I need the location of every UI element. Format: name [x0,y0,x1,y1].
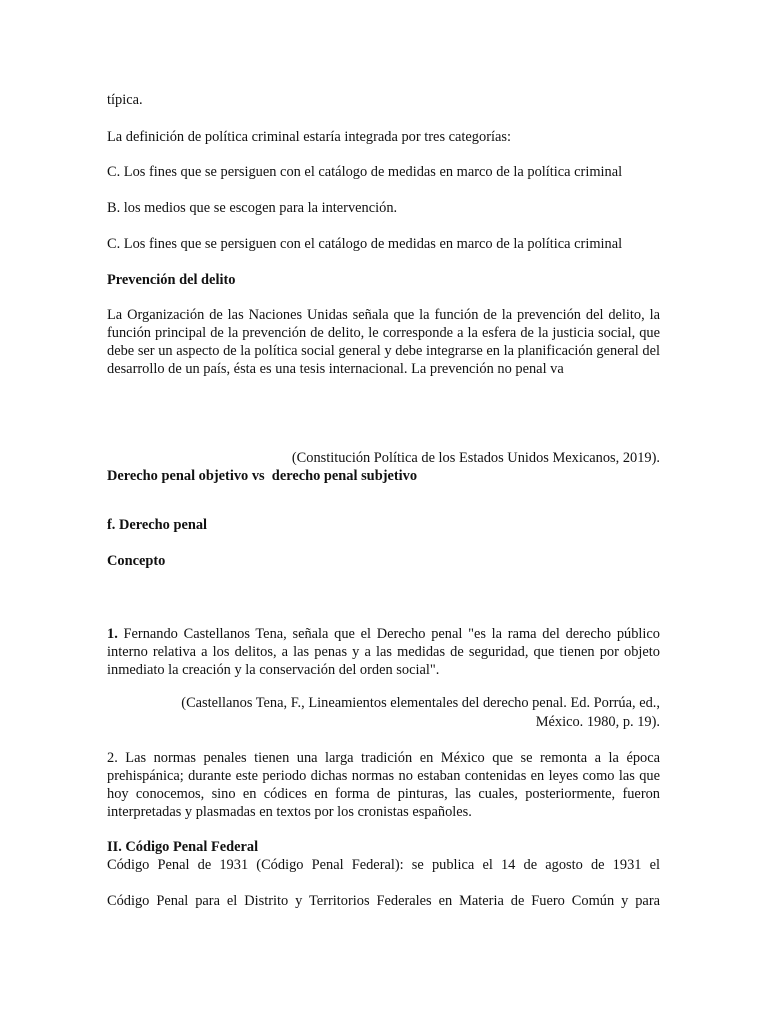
category-item-c-first: C. Los fines que se persiguen con el catálogo de medidas en marco de la política criminal [107,164,623,180]
paragraph-item-2: 2. Las normas penales tienen una larga tradición en México que se remonta a la época prehispánica; durante este periodo dichas normas no estaban contenidas en leyes como las que hoy conocemos, sino en códices en forma de pinturas, las cuales, posteriormente, fueron interpretadas y plasmadas en textos por los cronistas españoles. [107,750,660,820]
heading-concepto: Concepto [107,553,166,569]
citation-constitucion: (Constitución Política de los Estados Unidos Mexicanos, 2019). [291,450,660,466]
heading-prevencion-delito: Prevención del delito [107,272,236,288]
heading-derecho-penal: f. Derecho penal [107,517,208,533]
paragraph-onu: La Organización de las Naciones Unidas señala que la función de la prevención del delito, la función principal de la prevención de delito, le corresponde a la esfera de la justicia social, que debe ser un aspecto de la política social general y debe integrarse en la planificación general del desarrollo de un país, ésta es una tesis internacional. La prevención no penal va [107,307,660,377]
citation-castellanos-line2: México. 1980, p. 19). [535,714,660,730]
item-1-text: Fernando Castellanos Tena, señala que el Derecho penal "es la rama del derecho público interno relativa a los delitos, a las penas y a las medidas de seguridad, que tienen por objeto inmediato la creación y la conservación del orden social". [107,626,660,678]
text-line-tipica: típica. [107,92,143,108]
category-item-b: B. los medios que se escogen para la intervención. [107,200,398,216]
paragraph-codigo-line1: Código Penal de 1931 (Código Penal Federal): se publica el 14 de agosto de 1931 el [107,857,660,873]
heading-codigo-penal-federal: II. Código Penal Federal [107,839,259,855]
heading-derecho-objetivo-subjetivo: Derecho penal objetivo vs derecho penal subjetivo [107,468,418,484]
category-item-c-second: C. Los fines que se persiguen con el catálogo de medidas en marco de la política criminal [107,236,623,252]
paragraph-item-1 [107,625,660,679]
item-1-number: 1. [107,626,118,642]
citation-castellanos-line1: (Castellanos Tena, F., Lineamientos elementales del derecho penal. Ed. Porrúa, ed., [181,695,660,711]
text-line-definicion: La definición de política criminal estaría integrada por tres categorías: [107,129,511,145]
paragraph-codigo-line2: Código Penal para el Distrito y Territorios Federales en Materia de Fuero Común y para [107,893,660,909]
